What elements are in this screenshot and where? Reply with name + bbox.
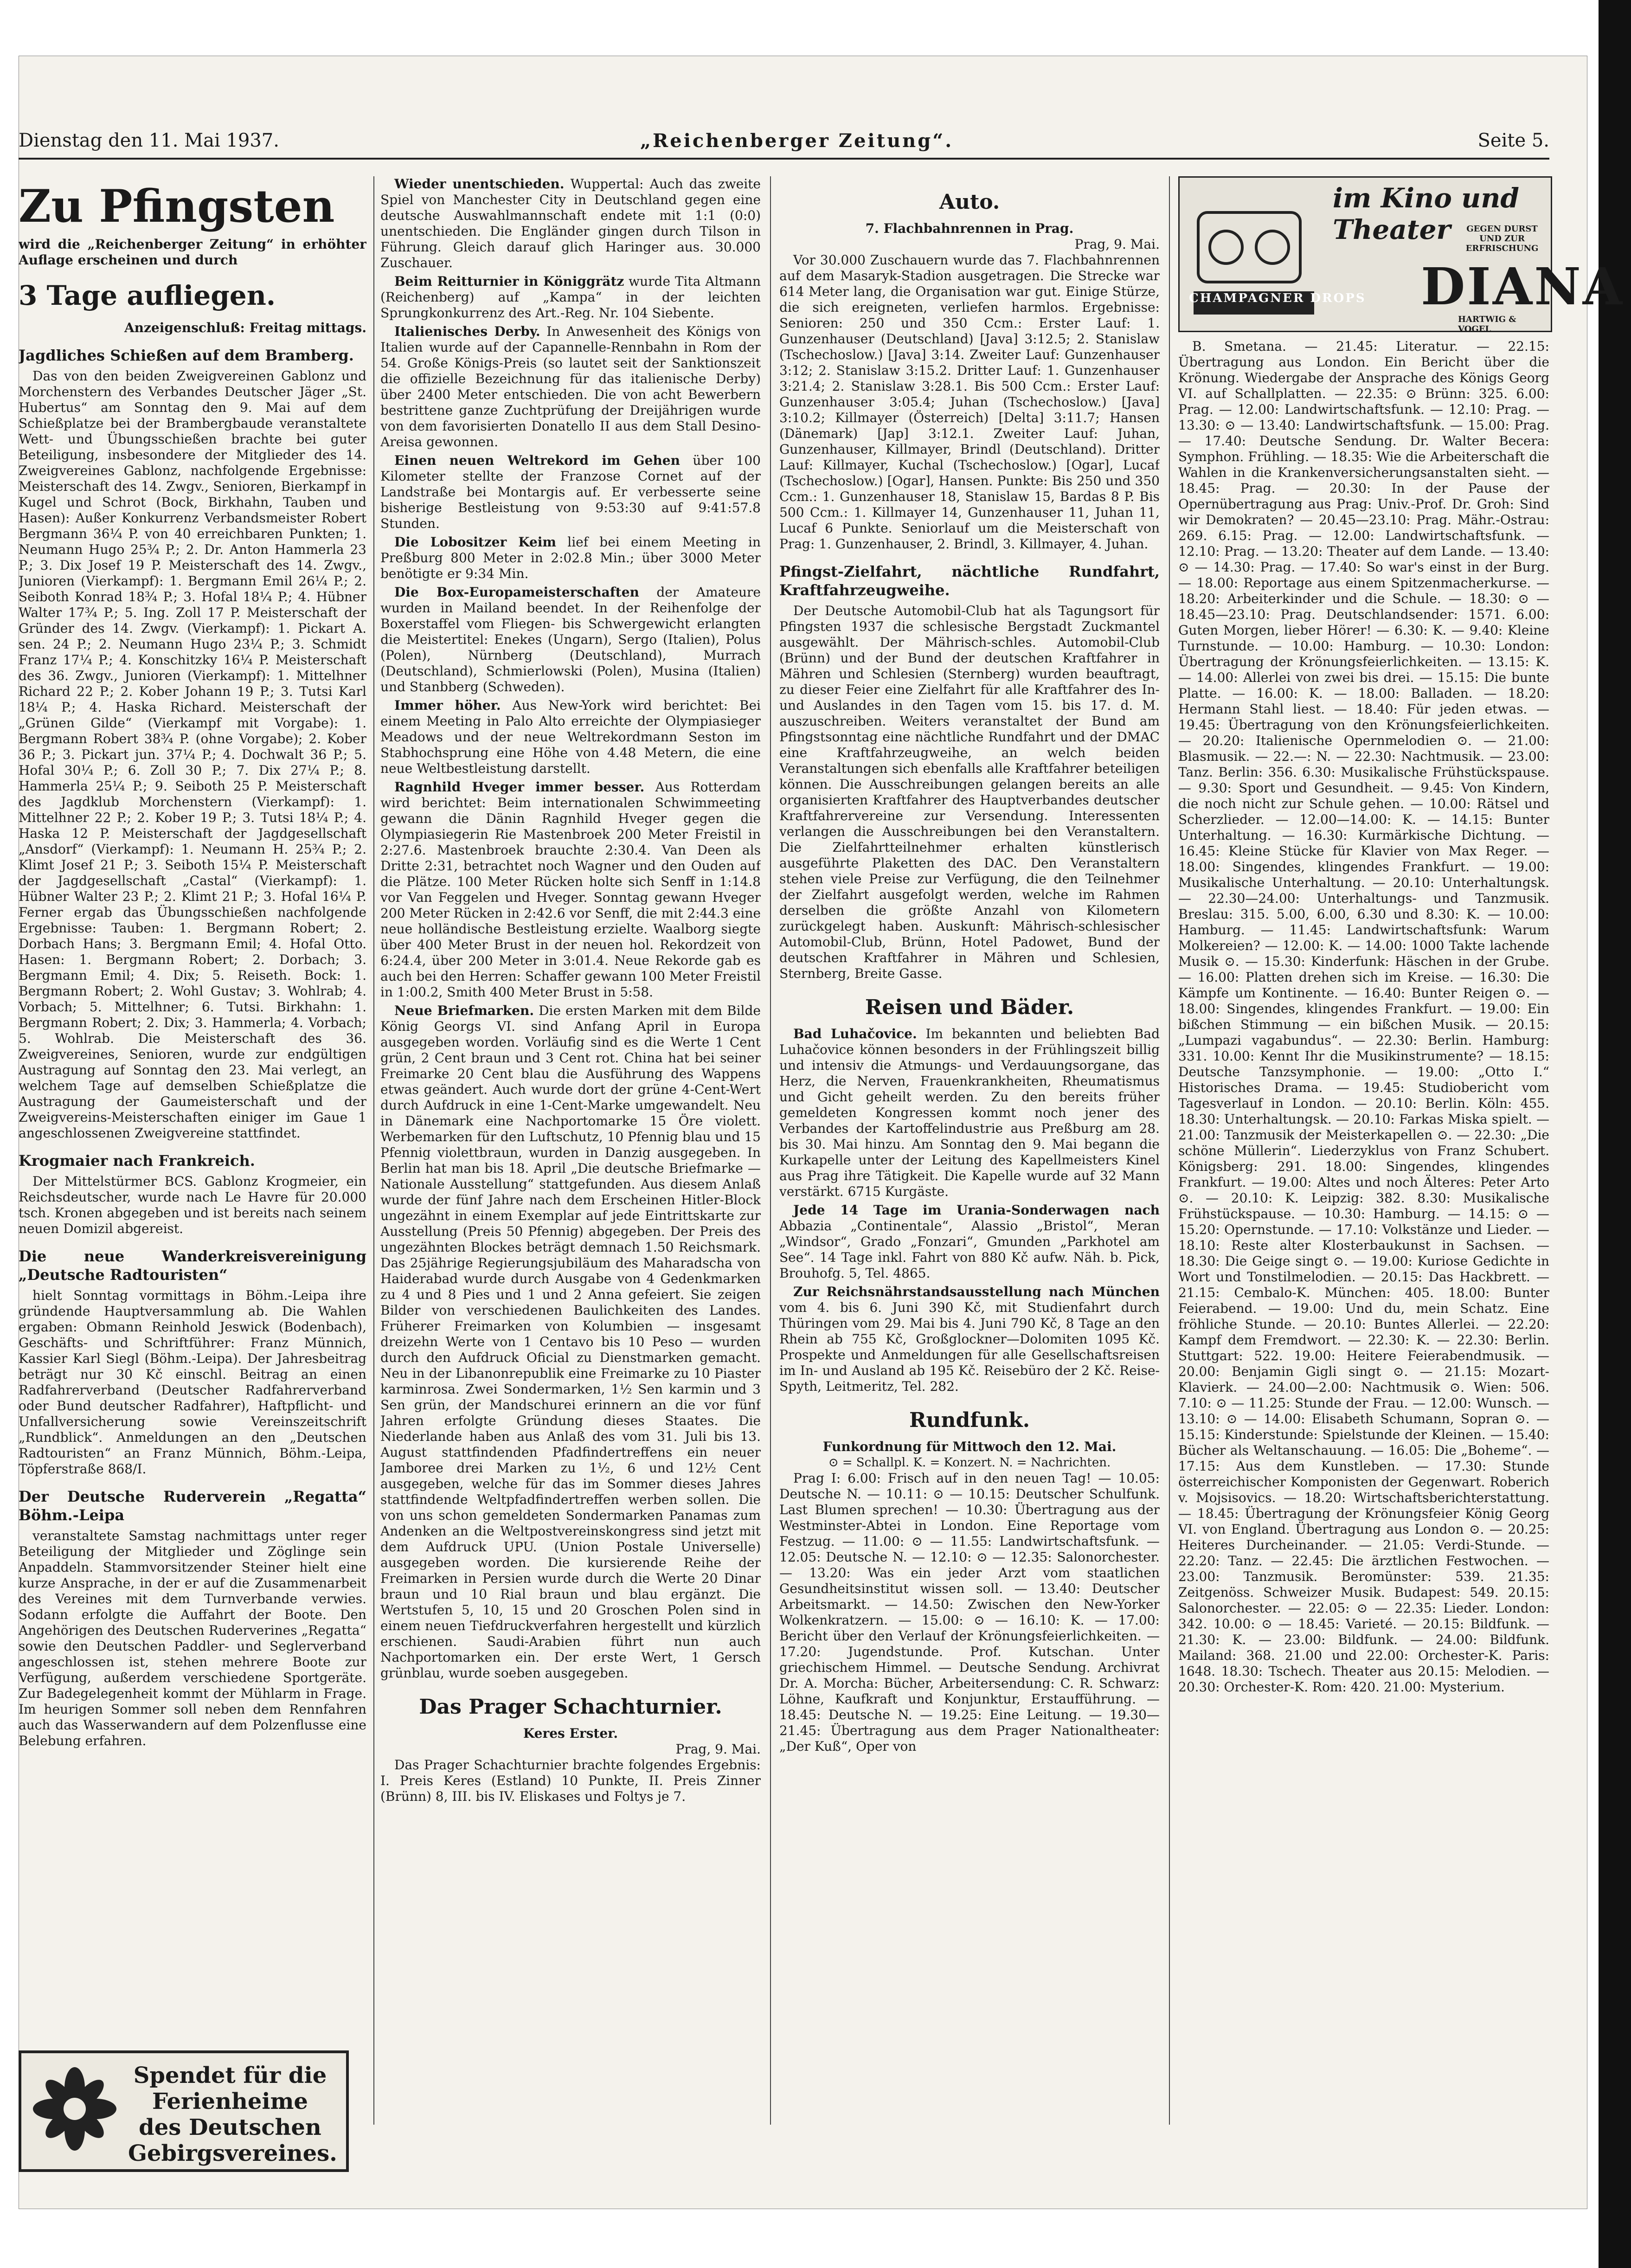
article-title: Krogmaier nach Frankreich.	[19, 1152, 255, 1169]
article-title: 7. Flachbahnrennen in Prag.	[865, 221, 1074, 236]
article-body: Das von den beiden Zweigvereinen Gablonz und Morchenstern des Verbandes Deutscher Jäger „St. Hubertus“ am Sonntag den 9. Mai auf dem Schießplatze bei der Brambergbaude veranstaltete Wett- und Übungsschießen brachte bei guter Beteiligung, insbesondere der Mitglieder des 14. Zweigvereines Gablonz, nachfolgende Ergebnisse: Meisterschaft des 14. Zwgv., Senioren, Bierkampf in Kugel und Schrot (Bock, Birkhahn, Tauben und Hasen): Außer Konkurrenz Verbandsmeister Robert Bergmann 36¼ P. von 40 erreichbaren Punkten; 1. Neumann Hugo 25¾ P.; 2. Dr. Anton Hammerla 23 P.; 3. Dix Josef 19 P. Meisterschaft des 14. Zwgv., Junioren (Vierkampf): 1. Bergmann Emil 26¼ P.; 2. Seiboth Konrad 18¾ P.; 3. Hofal 18¼ P.; 4. Hübner Walter 17¾ P.; 5. Ing. Zoll 17 P. Meisterschaft der Gründer des 14. Zwgv. (Vierkampf): 1. Pickart A. sen. 24 P.; 2. Neumann Hugo 23¼ P.; 3. Schmidt Franz 17¼ P.; 4. Konschitzky 16¼ P. Meisterschaft des 36. Zwgv., Junioren (Vierkampf): 1. Mittelhner Richard 22 P.; 2. Kober Johann 19 P.; 3. Tutsi Karl 18¼ P.; 4. Haska Richard. Meisterschaft der „Grünen Gilde“ (Vierkampf mit Vorgabe): 1. Bergmann Robert 38¾ P. (ohne Vorgabe); 2. Kober 36 P.; 3. Pickart jun. 37¼ P.; 4. Dochwalt 36 P.; 5. Hofal 30¼ P.; 6. Zoll 30 P.; 7. Dix 27¼ P.; 8. Hammerla 25¼ P.; 9. Seiboth 25 P. Meisterschaft des Jagdklub Morchenstern (Vierkampf): 1. Mittelhner 22 P.; 2. Kober 19 P.; 3. Tutsi 18¼ P.; 4. Haska 12 P. Meisterschaft der Jagdgesellschaft „Ansdorf“ (Vierkampf): 1. Neumann H. 25¾ P.; 2. Klimt Josef 21 P.; 3. Seiboth 15¼ P. Meisterschaft der Jagdgesellschaft „Castal“ (Vierkampf): 1. Hübner Walter 23 P.; 2. Klimt 21 P.; 3. Hofal 16¼ P. Ferner ergab das Übungsschießen nachfolgende Ergebnisse: Tauben: 1. Bergmann Robert; 2. Dorbach Hans; 3. Bergmann Emil; 4. Hofal Otto. Hasen: 1. Bergmann Robert; 2. Dorbach; 3. Bergmann Emil; 4. Dix; 5. Reiseth. Bock: 1. Bergmann Robert; 2. Wohl Gustav; 3. Wohlrab; 4. Vorbach; 5. Mittelhner; 6. Tutsi. Birkhahn: 1. Bergmann Robert; 2. Dix; 3. Hammerla; 4. Vorbach; 5. Wohlrab. Die Meisterschaft des 36. Zweigvereines, Senioren, wurde zur endgültigen Austragung auf Sonntag den 23. Mai verlegt, an welchem Tage auf demselben Schießplatze die Austragung der Gaumeisterschaft und der Zweigvereins-Meisterschaften einiger im Gaue 1 angeschlossenen Zweigvereine stattfindet.	[19, 368, 366, 1141]
header-paper-title: „Reichenberger Zeitung“.	[640, 130, 954, 152]
ad-text: Spendet für die Ferienheime des Deutschen Gebirgsvereines.	[128, 2062, 337, 2166]
article-title: Pfingst-Zielfahrt, nächtliche Rundfahrt, Kraftfahrzeugweihe.	[779, 563, 1160, 599]
article-body	[380, 453, 761, 532]
ad-product: CHAMPAGNER DROPS	[1189, 291, 1366, 305]
article-title: Jede 14 Tage im Urania-Sonderwagen nach	[793, 1202, 1160, 1218]
ad-brand: DIANA	[1421, 257, 1625, 316]
subtitle: Keres Erster.	[523, 1726, 618, 1741]
column-rule	[373, 176, 374, 2125]
dateline: Prag, 9. Mai.	[675, 1741, 761, 1757]
article-text: lief bei einem Meeting in Preßburg 800 Meter in 2:02.8 Min.; über 3000 Meter benötigte er 9:34 Min.	[380, 534, 761, 581]
article-text: Abbazia „Continentale“, Alassio „Bristol“, Meran „Windsor“, Grado „Fonzari“, Gmunden „Parkhotel am See“. 14 Tage inkl. Fahrt von 880 Kč aufw. Näh. b. Pick, Brouhofg. 5, Tel. 4865.	[779, 1218, 1160, 1281]
article-title: Ragnhild Hveger immer besser.	[394, 779, 645, 795]
column-2	[380, 176, 761, 2125]
article-body: veranstaltete Samstag nachmittags unter reger Beteiligung der Mitglieder und Zöglinge sein Anpaddeln. Stammvorsitzender Steiner hielt eine kurze Ansprache, in der er auf die Zusammenarbeit des Vereines mit dem Turnverbande verwies. Sodann erfolgte die Auffahrt der Boote. Den Angehörigen des Deutschen Ruderverines „Regatta“ sowie den Deutschen Paddler- und Seglerverband angeschlossen ist, stehen mehrere Boote zur Verfügung, außerdem verschiedene Sportgeräte. Zur Badegelegenheit kommt der Mühlarm in Frage. Im heurigen Sommer soll neben dem Rennfahren auch das Wasserwandern auf dem Polzenflusse eine Belebung erfahren.	[19, 1528, 366, 1748]
article-body	[779, 1202, 1160, 1281]
column-4	[1178, 339, 1549, 2125]
article-title: Immer höher.	[394, 698, 501, 713]
radio-program-text: B. Smetana. — 21.45: Literatur. — 22.15: Übertragung aus London. Ein Bericht über die Krönung. Wiedergabe der Ansprache des Königs Georg VI. auf Schallplatten. — 22.35: ⊙ Brünn: 325. 6.00: Prag. — 12.00: Landwirtschaftsfunk. — 12.10: Prag. — 13.30: ⊙ — 13.40: Landwirtschaftsfunk. — 15.00: Prag. — 17.40: Deutsche Sendung. Dr. Walter Becera: Symphon. Frühling. — 18.35: Wie die Arbeiterschaft die Wahlen in die Krankenversicherungsanstalten sieht. — 18.45: Prag. — 20.30: In der Pause der Opernübertragung aus Prag: Univ.-Prof. Dr. Groh: Sind wir Demokraten? — 20.45—23.10: Prag. Mähr.-Ostrau: 269. 6.15: Prag. — 12.00: Landwirtschaftsfunk. — 12.10: Prag. — 13.20: Theater auf dem Lande. — 13.40: ⊙ — 14.30: Prag. — 17.40: So war's einst in der Burg. — 18.00: Reportage aus einem Spitzenmacherkurse. — 18.20: Arbeiterkinder und die Schule. — 18.30: ⊙ — 18.45—23.10: Prag. Deutschlandsender: 1571. 6.00: Guten Morgen, lieber Hörer! — 6.30: K. — 9.40: Kleine Turnstunde. — 10.00: Hamburg. — 10.30: London: Übertragung der Krönungsfeierlichkeiten. — 13.15: K. — 14.00: Allerlei von zwei bis drei. — 15.15: Die bunte Platte. — 16.00: K. — 18.00: Balladen. — 18.20: Hermann Stahl liest. — 18.40: Für jeden etwas. — 19.45: Übertragung von den Krönungsfeierlichkeiten. — 20.20: Italienische Opernmelodien ⊙. — 21.00: Blasmusik. — 22.—: N. — 22.30: Nachtmusik. — 23.00: Tanz. Berlin: 356. 6.30: Musikalische Frühstückspause. — 9.30: Sport und Gesundheit. — 9.45: Von Kindern, die noch nicht zur Schule gehen. — 10.00: Rätsel und Scherzlieder. — 12.00—14.00: K. — 14.15: Bunter Unterhaltung. — 16.30: Kurmärkische Dichtung. — 16.45: Kleine Stücke für Klavier von Max Reger. — 18.00: Singendes, klingendes Frankfurt. — 19.00: Musikalische Unterhaltung. — 20.10: Unterhaltungsk. — 22.30—24.00: Unterhaltungs- und Tanzmusik. Breslau: 315. 5.00, 6.00, 6.30 und 8.30: K. — 10.00: Hamburg. — 11.45: Landwirtschaftsfunk: Warum Molkereien? — 12.00: K. — 14.00: 1000 Takte lachende Musik ⊙. — 15.30: Kinderfunk: Häschen in der Grube. — 16.00: Platten drehen sich im Kreise. — 16.30: Die Kämpfe um Kontinente. — 16.40: Bunter Reigen ⊙. — 18.00: Singendes, klingendes Frankfurt. — 19.00: Ein bißchen Stimmung — ein bißchen Musik. — 20.15: „Lumpazi vagabundus“. — 22.30: Berlin. Hamburg: 331. 10.00: Kennt Ihr die Musikinstrumente? — 18.15: Deutsche Tanzsymphonie. — 19.00: „Otto I.“ Historisches Drama. — 19.45: Studiobericht vom Tagesverlauf in London. — 20.10: Berlin. Köln: 455. 18.30: Unterhaltungsk. — 20.10: Farkas Miska spielt. — 21.00: Tanzmusik der Meisterkapellen ⊙. — 22.30: „Die schöne Müllerin“. Liederzyklus von Franz Schubert. Königsberg: 291. 18.00: Singendes, klingendes Frankfurt. — 19.00: Altes und noch Älteres: Peter Arto ⊙. — 20.10: K. Leipzig: 382. 8.30: Musikalische Frühstückspause. — 10.30: Hamburg. — 14.15: ⊙ — 15.20: Opernstunde. — 17.10: Volkstänze und Lieder. — 18.10: Reste alter Klosterbaukunst in Sachsen. — 18.30: Die Geige singt ⊙. — 19.00: Kuriose Gedichte in Wort und Tonstilmelodien. — 20.15: Das Hackbrett. — 21.15: Cembalo-K. München: 405. 18.00: Bunter Feierabend. — 19.00: Und du, mein Schatz. Eine fröhliche Stunde. — 20.10: Buntes Allerlei. — 22.20: Kampf dem Fremdwort. — 22.30: K. — 22.30: Berlin. Stuttgart: 522. 19.00: Heitere Feierabendmusik. — 20.00: Benjamin Gigli singt ⊙. — 21.15: Mozart-Klavierk. — 24.00—2.00: Nachtmusik ⊙. Wien: 506. 7.10: ⊙ — 11.25: Stunde der Frau. — 12.00: Wunsch. — 13.10: ⊙ — 14.00: Elisabeth Schumann, Sopran ⊙. — 15.15: Kinderstunde: Spielstunde der Kleinen. — 15.40: Bücher als Weltanschauung. — 16.05: Die „Boheme“. — 17.15: Aus dem Kunstleben. — 17.30: Stunde österreichischer Komponisten der Gegenwart. Roberich v. Mojsisovics. — 18.20: Wirtschaftsberichterstattung. — 18.45: Übertragung der Krönungsfeier König Georg VI. von England. Übertragung aus London ⊙. — 20.25: Heiteres Durcheinander. — 21.05: Verdi-Stunde. — 22.20: Tanz. — 22.45: Die ärztlichen Festwochen. — 23.00: Tanzmusik. Beromünster: 539. 21.35: Zeitgenöss. Schweizer Musik. Budapest: 549. 20.15: Salonorchester. — 22.05: ⊙ — 22.35: Lieder. London: 342. 10.00: ⊙ — 18.45: Varieté. — 20.15: Bildfunk. — 21.30: K. — 23.00: Bildfunk. — 24.00: Bildfunk. Mailand: 368. 21.00 und 22.00: Orchester-K. Paris: 1648. 18.30: Tschech. Theater aus 20.15: Melodien. — 20.30: Orchester-K. Rom: 420. 21.00: Mysterium.	[1178, 339, 1549, 1695]
dateline: Prag, 9. Mai.	[1074, 237, 1160, 252]
column-rule	[1169, 176, 1170, 2125]
article-body	[380, 779, 761, 1000]
article-title: Italienisches Derby.	[394, 324, 540, 339]
article-text: Aus New-York wird berichtet: Bei einem Meeting in Palo Alto erreichte der Olympiasieger Meadows und der neue Weltrekordmann Seston im Stabhochsprung eine Höhe von 4.48 Metern, die eine neue Weltbestleistung darstellt.	[380, 698, 761, 776]
legend-text: ⊙ = Schallpl. K. = Konzert. N. = Nachrichten.	[828, 1456, 1111, 1470]
deadline-text: Anzeigenschluß: Freitag mittags.	[124, 320, 366, 335]
article-title: Zur Reichsnährstandsausstellung nach München	[793, 1284, 1160, 1299]
column-1	[19, 176, 366, 2041]
article-text: Im bekannten und beliebten Bad Luhačovice können besonders in der Frühlingszeit billig und intensiv die Atmungs- und Verdauungsorgane, das Herz, die Nerven, Frauenkrankheiten, Rheumatismus und Gicht geheilt werden. Zu den bereits früher gemeldeten Kongressen kommt noch jener des Verbandes der Kartoffelindustrie aus Preßburg am 28. bis 30. Mai hinzu. Am Sonntag den 9. Mai begann die Kurkapelle unter der Leitung des Kapellmeisters Kinel aus Prag ihre Tätigkeit. Die Kapelle wurde auf 32 Mann verstärkt. 6715 Kurgäste.	[779, 1026, 1160, 1199]
ad-line1: im Kino und Theater	[1333, 182, 1519, 245]
article-text: Die ersten Marken mit dem Bilde König Georgs VI. sind Anfang April in Europa ausgegeben worden. Vorläufig sind es die Werte 1 Cent grün, 2 Cent braun und 3 Cent rot. China hat bei seiner Freimarke 20 Cent blau die Ausführung des Wappens etwas geändert. Auch wurde dort der grüne 4-Cent-Wert durch Aufdruck in eine 1-Cent-Marke umgewandelt. Neu in Dänemark eine Nachportomarke 15 Öre violett. Werbemarken für den Luftschutz, 10 Pfennig blau und 15 Pfennig violettbraun, wurden in Danzig ausgegeben. In Berlin hat man bis 18. April „Die deutsche Briefmarke — Nationale Ausstellung“ stattgefunden. Aus diesem Anlaß wurde der fünf Jahre nach dem Erscheinen Hitler-Block ungezähnt in einem Exemplar auf jede Eintrittskarte zur Ausstellung (Preis 50 Pfennig) abgegeben. Der Preis des ungezähnten Blockes beträgt demnach 1.50 Reichsmark. Das 25jährige Regierungsjubiläum des Maharadscha von Haiderabad wurde durch Ausgabe von 4 Gedenkmarken zu 4 und 8 Pies und 1 und 2 Anna gefeiert. Sie zeigen Bilder von verschiedenen Baulichkeiten des Landes. Früherer Freimarken von Kolumbien — insgesamt dreizehn Werte von 1 Centavo bis 10 Peso — wurden durch den Aufdruck Oficial zu Dienstmarken gemacht. Neu in der Libanonrepublik eine Freimarke zu 10 Piaster karminrosa. Zwei Sondermarken, 1½ Sen karmin und 3 Sen grün, der Mandschurei erinnern an die vor fünf Jahren erfolgte Gründung dieses Staates. Die Niederlande haben aus Anlaß des vom 31. Juli bis 13. August stattfindenden Pfadfindertreffens ein neuer Jamboree drei Marken zu 1½, 6 und 12½ Cent ausgegeben, welche für das im Sommer dieses Jahres stattfindende Weltpfadfindertreffen werben sollen. Die von uns schon gemeldeten Sondermarken Panamas zum Andenken an die Weltpostvereinskongress sind jetzt mit dem Aufdruck UPU. (Union Postale Universelle) ausgegeben worden. Die kursierende Reihe der Freimarken in Persien wurde durch die Werte 20 Dinar braun und 10 Rial braun und blau ergänzt. Die Wertstufen 5, 10, 15 und 20 Groschen Polen sind in einem neuen Tiefdruckverfahren hergestellt und kürzlich erschienen. Saudi-Arabien führt nun auch Nachportomarken ein. Der erste Wert, 1 Gersch grünblau, wurde soeben ausgegeben.	[380, 1003, 761, 1681]
article-body: Das Prager Schachturnier brachte folgendes Ergebnis: I. Preis Keres (Estland) 10 Punkte, II. Preis Zinner (Brünn) 8, III. bis IV. Eliskases und Foltys je 7.	[380, 1757, 761, 1804]
article-body: hielt Sonntag vormittags in Böhm.-Leipa ihre gründende Hauptversammlung ab. Die Wahlen ergaben: Obmann Reinhold Jeswick (Bodenbach), Geschäfts- und Schriftführer: Franz Münnich, Kassier Karl Siegl (Böhm.-Leipa). Der Jahresbeitrag beträgt nur 30 Kč einschl. Beitrag an einen Radfahrerverband (Deutscher Radfahrerverband oder Bund deutscher Radfahrer), Haftpflicht- und Unfallversicherung sowie Vereinszeitschrift „Rundblick“. Anmeldungen an den „Deutschen Radtouristen“ an Franz Münnich, Böhm.-Leipa, Töpferstraße 868/I.	[19, 1288, 366, 1477]
article-title: Der Deutsche Ruderverein „Regatta“ Böhm.-Leipa	[19, 1488, 366, 1524]
headline-pfingsten: Zu Pfingsten	[19, 180, 335, 232]
article-text: In Anwesenheit des Königs von Italien wurde auf der Capannelle-Rennbahn in Rom der 54. Große Königs-Preis (so lautet seit der Sanktionszeit die offizielle Bezeichnung für das italienische Derby) über 2400 Meter entschieden. Die von acht Bewerbern bestrittene ganze Zuchtprüfung der Dreijährigen wurde von dem favorisierten Donatello II aus dem Stall Desino-Areisa gewonnen.	[380, 324, 761, 450]
article-body	[779, 1284, 1160, 1394]
column-3	[779, 176, 1160, 2125]
article-body	[380, 274, 761, 321]
article-title: Neue Briefmarken.	[394, 1003, 534, 1018]
article-body	[380, 534, 761, 582]
section-title-reisen: Reisen und Bäder.	[865, 996, 1074, 1019]
article-text: vom 4. bis 6. Juni 390 Kč, mit Studienfahrt durch Thüringen vom 29. Mai bis 4. Juni 790 Kč, 8 Tage an den Rhein ab 755 Kč, Großglockner—Dolomiten 1095 Kč. Prospekte und Anmeldungen für alle Gesellschaftsreisen im In- und Ausland ab 195 Kč. Reisebüro der 2 Kč. Reise-Spyth, Leitmeritz, Tel. 282.	[779, 1300, 1160, 1394]
article-text: wurde Tita Altmann (Reichenberg) auf „Kampa“ in der leichten Sprungkonkurrenz des Art.-Reg. Nr. 104 Siebente.	[380, 274, 761, 321]
article-title: Bad Luhačovice.	[793, 1026, 917, 1041]
article-body: Vor 30.000 Zuschauern wurde das 7. Flachbahnrennen auf dem Masaryk-Stadion ausgetragen. Die Strecke war 614 Meter lang, die Organisation war gut. Einige Stürze, die sich ereigneten, verliefen harmlos. Ergebnisse: Senioren: 250 und 350 Ccm.: Erster Lauf: 1. Gunzenhauser (Deutschland) [Java] 3:12.5; 2. Stanislaw (Tschechoslow.) [Java] 3:14. Zweiter Lauf: Gunzenhauser 3:12; 2. Stanislaw 3:15.2. Dritter Lauf: 1. Gunzenhauser 3:21.4; 2. Stanislaw 3:28.1. Bis 500 Ccm.: Erster Lauf: Gunzenhauser 3:05.4; Juhan (Tschechoslow.) [Java] 3:10.2; Killmayer (Österreich) [Delta] 3:11.7; Hansen (Dänemark) [Jap] 3:12.1. Zweiter Lauf: Juhan, Gunzenhauser, Killmayer, Brindl (Deutschland). Dritter Lauf: Killmayer, Kuchal (Tschechoslow.) [Ogar], Lucaf (Tschechoslow.) [Ogar], Hansen. Punkte: Bis 250 und 350 Ccm.: 1. Gunzenhauser 18, Stanislaw 15, Bardas 8 P. Bis 500 Ccm.: 1. Killmayer 14, Gunzenhauser 11, Juhan 11, Lucaf 6 Punkte. Seniorlauf um die Meisterschaft von Prag: 1. Gunzenhauser, 2. Brindl, 3. Killmayer, 4. Juhan.	[779, 252, 1160, 552]
article-text: über 100 Kilometer stellte der Franzose Cornet auf der Landstraße bei Montargis auf. Er verbesserte seine bisherige Bestleistung von 9:53:30 auf 9:41:57.8 Stunden.	[380, 453, 761, 531]
article-title: Die Box-Europameisterschaften	[394, 585, 639, 600]
column-rule	[770, 176, 771, 2125]
article-title: Wieder unentschieden.	[394, 176, 565, 192]
article-title: Jagdliches Schießen auf dem Bramberg.	[19, 347, 354, 364]
header-date: Dienstag den 11. Mai 1937.	[19, 130, 279, 151]
article-title: Funkordnung für Mittwoch den 12. Mai.	[822, 1439, 1117, 1454]
article-title: Die neue Wanderkreisvereinigung „Deutsche Radtouristen“	[19, 1247, 366, 1284]
section-title-rundfunk: Rundfunk.	[909, 1408, 1030, 1432]
page-header	[19, 130, 1549, 160]
notice-text: wird die „Reichenberger Zeitung“ in erhöhter Auflage erscheinen und durch	[19, 237, 366, 268]
ad-maker: HARTWIG & VOGEL	[1458, 315, 1516, 334]
article-title: Einen neuen Weltrekord im Gehen	[394, 453, 680, 468]
ad-line2: GEGEN DURST UND ZUR ERFRISCHUNG	[1465, 224, 1539, 253]
article-body	[380, 585, 761, 695]
article-title: Die Lobositzer Keim	[394, 534, 557, 550]
edelweiss-icon	[31, 2060, 119, 2158]
article-text: der Amateure wurden in Mailand beendet. In der Reihenfolge der Boxerstaffel vom Fliegen- bis Schwergewicht erlangten die Meistertitel: Enekes (Ungarn), Sergo (Italien), Polus (Polen), Nürnberg (Deutschland), Murrach (Deutschland), Schmierlowski (Polen), Musina (Italien) und Stanbberg (Schweden).	[380, 585, 761, 694]
article-body	[380, 698, 761, 777]
article-body	[380, 1003, 761, 1681]
article-body	[380, 324, 761, 450]
article-body: Der Deutsche Automobil-Club hat als Tagungsort für Pfingsten 1937 die schlesische Bergstadt Zuckmantel ausgewählt. Der Mährisch-schles. Automobil-Club (Brünn) und der Bund der deutschen Kraftfahrer in Mähren und Schlesien (Sternberg) wurden beauftragt, zu dieser Feier eine Zielfahrt für alle Kraftfahrer des In- und Auslandes in den Tagen vom 15. bis 17. d. M. auszuschreiben. Weiters veranstaltet der Bund am Pfingstsonntag eine nächtliche Rundfahrt und der DMAC eine Kraftfahrzeugweihe, an welch beiden Veranstaltungen sich ebenfalls alle Kraftfahrer beteiligen können. Die Ausschreibungen gelangen bereits an alle organisierten Kraftfahrer des Hauptverbandes deutscher Kraftfahrervereine zur Versendung. Interessenten verlangen die Ausschreibungen bei den Veranstaltern. Die Zielfahrtteilnehmer erhalten künstlerisch ausgeführte Plaketten des DAC. Den Veranstaltern stehen viele Preise zur Verfügung, die den Teilnehmer der Zielfahrt ausgefolgt werden, welche im Rahmen derselben die größte Anzahl von Kilometern zurückgelegt haben. Auskunft: Mährisch-schlesischer Automobil-Club, Brünn, Hotel Padowet, Bund der deutschen Kraftfahrer in Mähren und Schlesien, Sternberg, Breite Gasse.	[779, 603, 1160, 981]
header-page-number: Seite 5.	[1477, 130, 1549, 151]
article-body: Prag I: 6.00: Frisch auf in den neuen Tag! — 10.05: Deutsche N. — 10.11: ⊙ — 10.15: Deutscher Schulfunk. Last Blumen sprechen! — 10.30: Übertragung aus der Westminster-Abtei in London. Eine Reportage vom Festzug. — 11.00: ⊙ — 11.55: Landwirtschaftsfunk. — 12.05: Deutsche N. — 12.10: ⊙ — 12.35: Salonorchester. — 13.20: Was ein jeder Arzt vom staatlichen Gesundheitsinstitut wissen soll. — 13.40: Deutscher Arbeitsmarkt. — 14.50: Zwischen den New-Yorker Wolkenkratzern. — 15.00: ⊙ — 16.10: K. — 17.00: Bericht über den Verlauf der Krönungsfeierlichkeiten. — 17.20: Jugendstunde. Prof. Kutschan. Unter griechischem Himmel. — Deutsche Sendung. Archivrat Dr. A. Morcha: Bücher, Arbeitersendung: C. R. Schwarz: Löhne, Kaufkraft und Konjunktur, Erstaufführung. — 18.45: Deutsche N. — 19.25: Eine Leitung. — 19.30—21.45: Übertragung aus dem Prager Nationaltheater: „Der Kuß“, Oper von	[779, 1471, 1160, 1754]
section-title-schach: Das Prager Schachturnier.	[419, 1695, 722, 1719]
article-text: Aus Rotterdam wird berichtet: Beim internationalen Schwimmeeting gewann die Dänin Ragnhild Hveger gegen die Olympiasiegerin Rie Mastenbroek 200 Meter Freistil in 2:27.6. Mastenbroek brauchte 2:30.4. Van Deen als Dritte 2:31, betrachtet noch Wagner und den Ouden auf die Plätze. 100 Meter Rücken holte sich Senff in 1:14.8 vor Van Feggelen und Hveger. Sonntag gewann Hveger 200 Meter Rücken in 2:42.6 vor Senff, die mit 2:44.3 eine neue holländische Bestleistung erzielte. Waalborg siegte über 400 Meter Brust in der neuen hol. Rekordzeit von 6:24.4, über 200 Meter in 3:01.4. Neue Rekorde gab es auch bei den Herren: Schaffer gewann 100 Meter Freistil in 1:00.2, Smith 400 Meter Brust in 5:58.	[380, 779, 761, 1000]
section-title-auto: Auto.	[939, 190, 1000, 214]
article-body: Der Mittelstürmer BCS. Gablonz Krogmeier, ein Reichsdeutscher, wurde nach Le Havre für 20.000 tsch. Kronen abgegeben und ist bereits nach seinem neuen Domizil abgereist.	[19, 1174, 366, 1236]
diana-drops-ad	[1178, 176, 1625, 334]
article-text: Wuppertal: Auch das zweite Spiel von Manchester City in Deutschland gegen eine deutsche Auswahlmannschaft endete mit 1:1 (0:0) unentschieden. Die Engländer gingen durch Tilson in Führung. Gleich darauf glich Haringer aus. 30.000 Zuschauer.	[380, 176, 761, 270]
article-body	[779, 1026, 1160, 1200]
article-body	[380, 176, 761, 271]
article-title: Beim Reitturnier in Königgrätz	[394, 274, 624, 289]
scan-border	[1599, 0, 1631, 2268]
headline-3-tage: 3 Tage aufliegen.	[19, 280, 276, 311]
gebirgsverein-ad	[19, 2050, 349, 2172]
